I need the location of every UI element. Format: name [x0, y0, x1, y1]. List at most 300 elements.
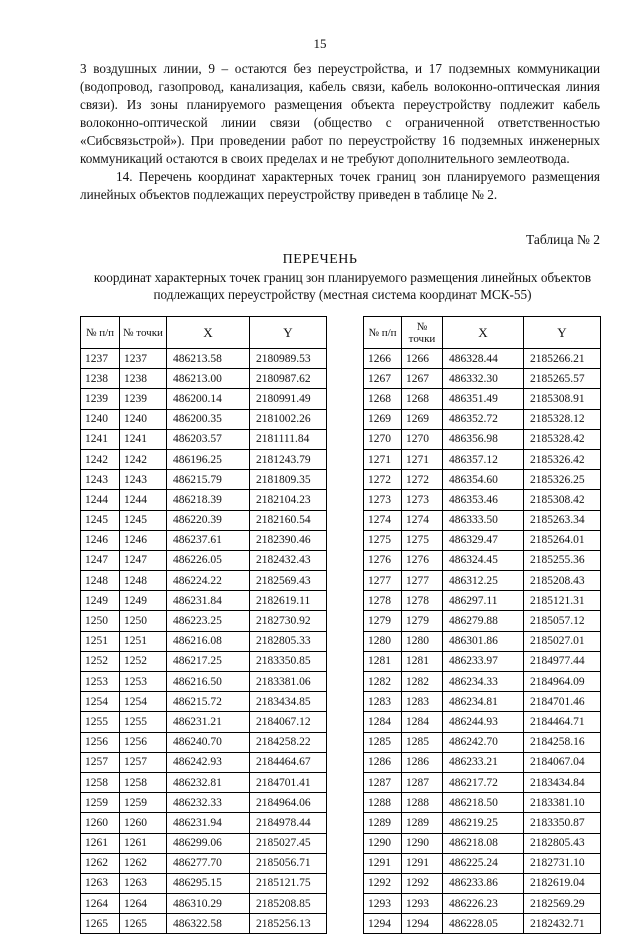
cell-y: 2182619.11 — [250, 591, 327, 611]
cell-point: 1238 — [120, 369, 167, 389]
cell-point: 1288 — [402, 793, 443, 813]
table-row — [81, 732, 327, 752]
cell-point: 1283 — [402, 692, 443, 712]
table-row — [364, 914, 601, 934]
cell-point: 1243 — [120, 470, 167, 490]
cell-num: 1251 — [81, 631, 120, 651]
cell-point: 1292 — [402, 873, 443, 893]
table-row — [81, 530, 327, 550]
table-row — [81, 692, 327, 712]
cell-x: 486295.15 — [167, 873, 250, 893]
cell-point: 1237 — [120, 349, 167, 369]
cell-num: 1240 — [81, 409, 120, 429]
cell-num: 1282 — [364, 672, 402, 692]
cell-y: 2185266.21 — [524, 349, 601, 369]
cell-x: 486234.81 — [443, 692, 524, 712]
cell-point: 1267 — [402, 369, 443, 389]
cell-num: 1287 — [364, 772, 402, 792]
cell-point: 1268 — [402, 389, 443, 409]
cell-y: 2183434.84 — [524, 772, 601, 792]
cell-y: 2181243.79 — [250, 449, 327, 469]
cell-point: 1262 — [120, 853, 167, 873]
cell-num: 1271 — [364, 449, 402, 469]
cell-num: 1273 — [364, 490, 402, 510]
cell-num: 1293 — [364, 894, 402, 914]
cell-num: 1254 — [81, 692, 120, 712]
cell-num: 1294 — [364, 914, 402, 934]
cell-x: 486356.98 — [443, 429, 524, 449]
cell-num: 1264 — [81, 894, 120, 914]
cell-num: 1281 — [364, 651, 402, 671]
cell-num: 1284 — [364, 712, 402, 732]
cell-num: 1247 — [81, 550, 120, 570]
cell-x: 486232.33 — [167, 793, 250, 813]
cell-point: 1282 — [402, 672, 443, 692]
cell-x: 486329.47 — [443, 530, 524, 550]
cell-y: 2183350.87 — [524, 813, 601, 833]
cell-num: 1237 — [81, 349, 120, 369]
cell-x: 486215.79 — [167, 470, 250, 490]
cell-y: 2184964.09 — [524, 672, 601, 692]
cell-num: 1255 — [81, 712, 120, 732]
cell-y: 2185208.85 — [250, 894, 327, 914]
cell-x: 486213.00 — [167, 369, 250, 389]
cell-point: 1240 — [120, 409, 167, 429]
cell-num: 1244 — [81, 490, 120, 510]
cell-y: 2185265.57 — [524, 369, 601, 389]
table-row — [364, 712, 601, 732]
cell-x: 486228.05 — [443, 914, 524, 934]
cell-x: 486218.39 — [167, 490, 250, 510]
table-row — [81, 449, 327, 469]
cell-point: 1255 — [120, 712, 167, 732]
cell-x: 486240.70 — [167, 732, 250, 752]
table-row — [81, 490, 327, 510]
cell-y: 2185328.42 — [524, 429, 601, 449]
cell-x: 486232.81 — [167, 772, 250, 792]
table-row — [364, 349, 601, 369]
cell-num: 1288 — [364, 793, 402, 813]
cell-x: 486299.06 — [167, 833, 250, 853]
cell-x: 486219.25 — [443, 813, 524, 833]
cell-y: 2181809.35 — [250, 470, 327, 490]
cell-y: 2184258.22 — [250, 732, 327, 752]
cell-y: 2182104.23 — [250, 490, 327, 510]
cell-y: 2184977.44 — [524, 651, 601, 671]
cell-x: 486231.84 — [167, 591, 250, 611]
table-row — [364, 732, 601, 752]
table-row — [81, 409, 327, 429]
cell-x: 486231.21 — [167, 712, 250, 732]
cell-x: 486301.86 — [443, 631, 524, 651]
cell-point: 1293 — [402, 894, 443, 914]
cell-y: 2185255.36 — [524, 550, 601, 570]
cell-y: 2182160.54 — [250, 510, 327, 530]
cell-x: 486233.21 — [443, 752, 524, 772]
cell-x: 486357.12 — [443, 449, 524, 469]
cell-point: 1264 — [120, 894, 167, 914]
cell-num: 1280 — [364, 631, 402, 651]
cell-x: 486328.44 — [443, 349, 524, 369]
table-row — [81, 651, 327, 671]
table-row — [364, 873, 601, 893]
table-row — [81, 591, 327, 611]
cell-x: 486224.22 — [167, 571, 250, 591]
cell-point: 1269 — [402, 409, 443, 429]
table-row — [81, 510, 327, 530]
cell-x: 486200.14 — [167, 389, 250, 409]
table-row — [81, 550, 327, 570]
cell-num: 1250 — [81, 611, 120, 631]
cell-y: 2182805.43 — [524, 833, 601, 853]
cell-num: 1285 — [364, 732, 402, 752]
cell-num: 1291 — [364, 853, 402, 873]
cell-x: 486220.39 — [167, 510, 250, 530]
cell-x: 486332.30 — [443, 369, 524, 389]
table-row — [364, 611, 601, 631]
cell-x: 486226.05 — [167, 550, 250, 570]
cell-y: 2184067.12 — [250, 712, 327, 732]
cell-point: 1246 — [120, 530, 167, 550]
table-row — [364, 490, 601, 510]
cell-point: 1260 — [120, 813, 167, 833]
cell-x: 486242.93 — [167, 752, 250, 772]
cell-num: 1290 — [364, 833, 402, 853]
cell-point: 1261 — [120, 833, 167, 853]
cell-point: 1286 — [402, 752, 443, 772]
table-row — [81, 349, 327, 369]
cell-point: 1250 — [120, 611, 167, 631]
cell-y: 2181002.26 — [250, 409, 327, 429]
body-text — [80, 60, 600, 204]
cell-num: 1261 — [81, 833, 120, 853]
cell-x: 486231.94 — [167, 813, 250, 833]
table-row — [81, 470, 327, 490]
header-point: № точки — [120, 317, 167, 349]
cell-x: 486225.24 — [443, 853, 524, 873]
table-heading: ПЕРЕЧЕНЬ — [282, 252, 358, 267]
cell-point: 1275 — [402, 530, 443, 550]
cell-num: 1268 — [364, 389, 402, 409]
cell-x: 486234.33 — [443, 672, 524, 692]
cell-num: 1262 — [81, 853, 120, 873]
cell-x: 486237.61 — [167, 530, 250, 550]
cell-x: 486354.60 — [443, 470, 524, 490]
cell-num: 1249 — [81, 591, 120, 611]
cell-point: 1281 — [402, 651, 443, 671]
cell-num: 1277 — [364, 571, 402, 591]
cell-point: 1254 — [120, 692, 167, 712]
table-row — [364, 894, 601, 914]
cell-point: 1274 — [402, 510, 443, 530]
cell-point: 1290 — [402, 833, 443, 853]
cell-point: 1239 — [120, 389, 167, 409]
cell-point: 1294 — [402, 914, 443, 934]
table-row — [364, 752, 601, 772]
table-row — [364, 672, 601, 692]
paragraph-continuation: 3 воздушных линии, 9 – остаются без переустройства, и 17 подземных коммуникации (водопровод, газопровод, канализация, кабель связи, кабель волоконно-оптическая линия связи). Из зоны планируемого размещения объекта переустройству подлежит кабель волоконно-оптической линии связи (общество с ограниченной ответственностью «Сибсвязьстрой»). При проведении работ по переустройству 16 подземных инженерных коммуникаций остаются в своих пределах и не требуют дополнительного землеотвода. — [80, 61, 600, 166]
cell-point: 1245 — [120, 510, 167, 530]
cell-y: 2184978.44 — [250, 813, 327, 833]
table-row — [364, 389, 601, 409]
table-row — [364, 449, 601, 469]
cell-x: 486217.25 — [167, 651, 250, 671]
cell-num: 1269 — [364, 409, 402, 429]
cell-point: 1253 — [120, 672, 167, 692]
cell-y: 2185326.25 — [524, 470, 601, 490]
cell-point: 1244 — [120, 490, 167, 510]
cell-num: 1242 — [81, 449, 120, 469]
cell-x: 486351.49 — [443, 389, 524, 409]
cell-num: 1275 — [364, 530, 402, 550]
table-row — [364, 631, 601, 651]
table-row — [364, 833, 601, 853]
table-row — [364, 369, 601, 389]
table-row — [364, 510, 601, 530]
cell-x: 486200.35 — [167, 409, 250, 429]
cell-x: 486218.50 — [443, 793, 524, 813]
cell-x: 486216.50 — [167, 672, 250, 692]
cell-num: 1267 — [364, 369, 402, 389]
cell-point: 1276 — [402, 550, 443, 570]
cell-num: 1241 — [81, 429, 120, 449]
cell-x: 486217.72 — [443, 772, 524, 792]
cell-x: 486226.23 — [443, 894, 524, 914]
table-row — [364, 813, 601, 833]
header-y: Y — [250, 317, 327, 349]
header-num: № п/п — [364, 317, 402, 349]
cell-point: 1285 — [402, 732, 443, 752]
header-x: X — [167, 317, 250, 349]
cell-y: 2185121.31 — [524, 591, 601, 611]
table-row — [81, 853, 327, 873]
cell-x: 486223.25 — [167, 611, 250, 631]
cell-y: 2182730.92 — [250, 611, 327, 631]
table-row — [81, 914, 327, 934]
cell-y: 2181111.84 — [250, 429, 327, 449]
cell-point: 1287 — [402, 772, 443, 792]
cell-num: 1258 — [81, 772, 120, 792]
cell-y: 2183350.85 — [250, 651, 327, 671]
table-row — [364, 591, 601, 611]
cell-num: 1248 — [81, 571, 120, 591]
table-row — [364, 692, 601, 712]
cell-y: 2182569.43 — [250, 571, 327, 591]
cell-num: 1263 — [81, 873, 120, 893]
cell-x: 486216.08 — [167, 631, 250, 651]
cell-point: 1263 — [120, 873, 167, 893]
cell-y: 2184464.67 — [250, 752, 327, 772]
cell-x: 486203.57 — [167, 429, 250, 449]
cell-y: 2184464.71 — [524, 712, 601, 732]
header-y: Y — [524, 317, 601, 349]
cell-point: 1266 — [402, 349, 443, 369]
cell-num: 1256 — [81, 732, 120, 752]
cell-y: 2182805.33 — [250, 631, 327, 651]
cell-y: 2185328.12 — [524, 409, 601, 429]
cell-y: 2180991.49 — [250, 389, 327, 409]
cell-point: 1242 — [120, 449, 167, 469]
cell-y: 2183381.10 — [524, 793, 601, 813]
cell-y: 2185208.43 — [524, 571, 601, 591]
cell-point: 1256 — [120, 732, 167, 752]
cell-num: 1260 — [81, 813, 120, 833]
table-row — [364, 470, 601, 490]
cell-x: 486297.11 — [443, 591, 524, 611]
cell-point: 1251 — [120, 631, 167, 651]
table-row — [81, 571, 327, 591]
cell-x: 486233.86 — [443, 873, 524, 893]
table-label: Таблица № 2 — [526, 232, 600, 247]
cell-point: 1257 — [120, 752, 167, 772]
paragraph-item-14: 14. Перечень координат характерных точек границ зон планируемого размещения линейных объектов подлежащих переустройству приведен в таблице № 2. — [80, 169, 600, 202]
cell-y: 2184701.46 — [524, 692, 601, 712]
cell-num: 1272 — [364, 470, 402, 490]
cell-point: 1279 — [402, 611, 443, 631]
table-row — [364, 772, 601, 792]
table-row — [364, 793, 601, 813]
cell-num: 1246 — [81, 530, 120, 550]
cell-y: 2183434.85 — [250, 692, 327, 712]
cell-num: 1270 — [364, 429, 402, 449]
cell-y: 2180987.62 — [250, 369, 327, 389]
cell-num: 1259 — [81, 793, 120, 813]
cell-y: 2182432.43 — [250, 550, 327, 570]
cell-x: 486233.97 — [443, 651, 524, 671]
cell-point: 1291 — [402, 853, 443, 873]
coordinates-table-left — [80, 316, 327, 934]
cell-x: 486244.93 — [443, 712, 524, 732]
table-row — [364, 409, 601, 429]
cell-point: 1271 — [402, 449, 443, 469]
table-row — [81, 631, 327, 651]
cell-num: 1253 — [81, 672, 120, 692]
cell-point: 1280 — [402, 631, 443, 651]
table-row — [364, 571, 601, 591]
cell-point: 1265 — [120, 914, 167, 934]
cell-point: 1273 — [402, 490, 443, 510]
cell-y: 2182731.10 — [524, 853, 601, 873]
cell-x: 486215.72 — [167, 692, 250, 712]
cell-x: 486218.08 — [443, 833, 524, 853]
cell-num: 1257 — [81, 752, 120, 772]
cell-y: 2183381.06 — [250, 672, 327, 692]
header-x: X — [443, 317, 524, 349]
cell-point: 1258 — [120, 772, 167, 792]
cell-point: 1259 — [120, 793, 167, 813]
cell-x: 486279.88 — [443, 611, 524, 631]
cell-y: 2180989.53 — [250, 349, 327, 369]
cell-point: 1270 — [402, 429, 443, 449]
cell-y: 2185256.13 — [250, 914, 327, 934]
cell-num: 1274 — [364, 510, 402, 530]
cell-x: 486213.58 — [167, 349, 250, 369]
cell-num: 1239 — [81, 389, 120, 409]
table-row — [81, 793, 327, 813]
cell-point: 1272 — [402, 470, 443, 490]
cell-x: 486333.50 — [443, 510, 524, 530]
cell-point: 1252 — [120, 651, 167, 671]
cell-num: 1278 — [364, 591, 402, 611]
cell-x: 486324.45 — [443, 550, 524, 570]
table-row — [81, 712, 327, 732]
cell-y: 2185308.91 — [524, 389, 601, 409]
cell-num: 1265 — [81, 914, 120, 934]
table-row — [81, 429, 327, 449]
cell-point: 1248 — [120, 571, 167, 591]
table-row — [81, 772, 327, 792]
table-header-row — [81, 317, 327, 349]
table-row — [81, 389, 327, 409]
cell-y: 2185027.45 — [250, 833, 327, 853]
cell-y: 2184258.16 — [524, 732, 601, 752]
table-row — [364, 853, 601, 873]
cell-y: 2185121.75 — [250, 873, 327, 893]
table-row — [81, 752, 327, 772]
cell-point: 1241 — [120, 429, 167, 449]
cell-num: 1289 — [364, 813, 402, 833]
cell-x: 486322.58 — [167, 914, 250, 934]
table-row — [364, 530, 601, 550]
cell-x: 486242.70 — [443, 732, 524, 752]
table-subheading: координат характерных точек границ зон планируемого размещения линейных объектов подлежащих переустройству (местная система координат МСК-55) — [93, 270, 592, 302]
cell-y: 2182569.29 — [524, 894, 601, 914]
header-point: № точки — [402, 317, 443, 349]
table-row — [81, 369, 327, 389]
table-row — [364, 550, 601, 570]
cell-x: 486353.46 — [443, 490, 524, 510]
cell-y: 2185027.01 — [524, 631, 601, 651]
table-row — [81, 894, 327, 914]
cell-point: 1278 — [402, 591, 443, 611]
cell-y: 2184701.41 — [250, 772, 327, 792]
cell-num: 1266 — [364, 349, 402, 369]
table-row — [81, 672, 327, 692]
table-row — [81, 833, 327, 853]
table-row — [364, 429, 601, 449]
cell-y: 2182390.46 — [250, 530, 327, 550]
header-num: № п/п — [81, 317, 120, 349]
cell-num: 1252 — [81, 651, 120, 671]
cell-x: 486196.25 — [167, 449, 250, 469]
cell-point: 1247 — [120, 550, 167, 570]
cell-point: 1289 — [402, 813, 443, 833]
cell-num: 1283 — [364, 692, 402, 712]
cell-y: 2185326.42 — [524, 449, 601, 469]
cell-point: 1249 — [120, 591, 167, 611]
cell-y: 2185056.71 — [250, 853, 327, 873]
cell-num: 1286 — [364, 752, 402, 772]
coordinates-table-right — [363, 316, 601, 934]
cell-x: 486352.72 — [443, 409, 524, 429]
cell-num: 1292 — [364, 873, 402, 893]
cell-num: 1245 — [81, 510, 120, 530]
cell-y: 2184964.06 — [250, 793, 327, 813]
cell-y: 2185264.01 — [524, 530, 601, 550]
cell-point: 1284 — [402, 712, 443, 732]
cell-x: 486310.29 — [167, 894, 250, 914]
page-number: 15 — [313, 36, 327, 51]
cell-num: 1243 — [81, 470, 120, 490]
cell-x: 486312.25 — [443, 571, 524, 591]
cell-x: 486277.70 — [167, 853, 250, 873]
cell-y: 2185308.42 — [524, 490, 601, 510]
cell-num: 1276 — [364, 550, 402, 570]
table-row — [81, 813, 327, 833]
cell-y: 2182432.71 — [524, 914, 601, 934]
cell-y: 2182619.04 — [524, 873, 601, 893]
cell-num: 1238 — [81, 369, 120, 389]
